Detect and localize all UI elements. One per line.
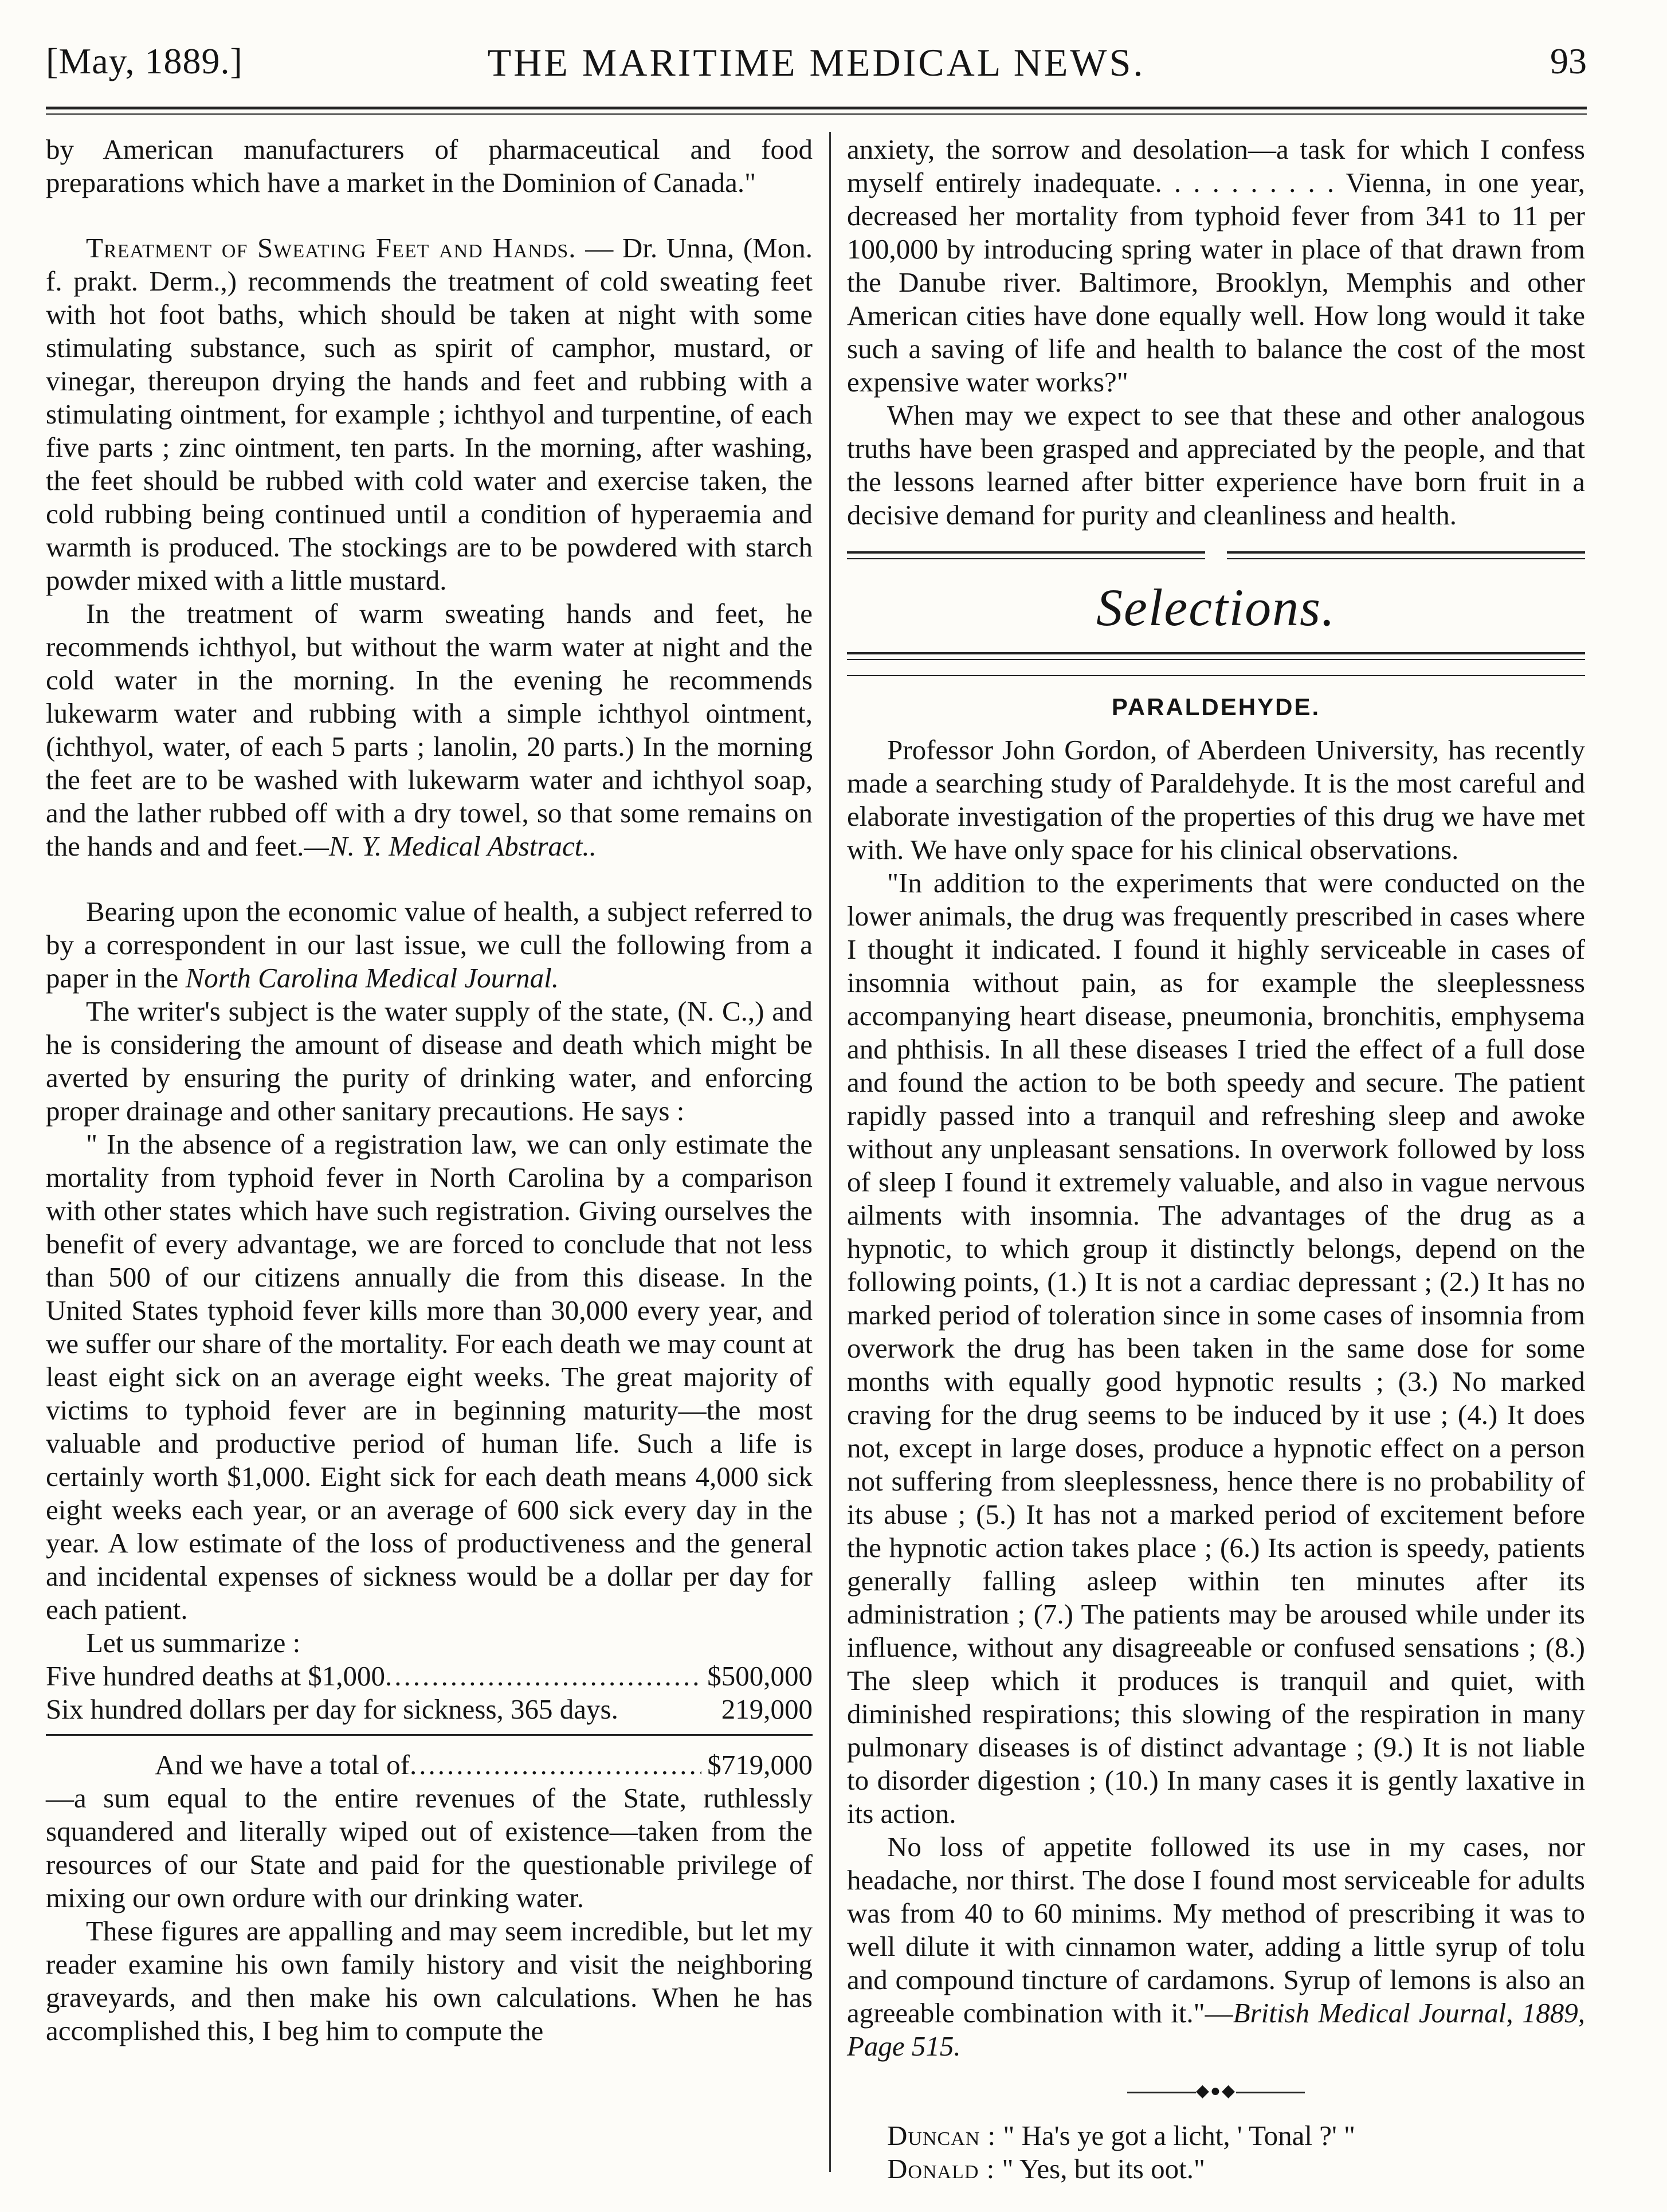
leader-dots bbox=[410, 1748, 701, 1782]
page-number: 93 bbox=[1550, 41, 1587, 81]
paraldehyde-dosage bbox=[847, 1830, 1585, 2063]
summary-deaths-amount: $500,000 bbox=[707, 1660, 813, 1692]
revenue-paragraph: —a sum equal to the entire revenues of the State, ruthlessly squandered and literally wiped out of existence—taken from the resources of our State and paid for the questionable privilege of mixing our own ordure with our drinking water. bbox=[46, 1782, 813, 1913]
summary-deaths-label: Five hundred deaths at $1,000 bbox=[46, 1660, 385, 1692]
journal-title: THE MARITIME MEDICAL NEWS. bbox=[487, 41, 1146, 84]
donald-line: " Yes, but its oot." bbox=[995, 2153, 1205, 2184]
sweating-feet-paragraph bbox=[46, 232, 813, 597]
right-column bbox=[847, 133, 1585, 2186]
summary-line-total bbox=[46, 1748, 813, 1782]
issue-date: [May, 1889.] bbox=[46, 41, 243, 81]
summarize-line: Let us summarize : bbox=[86, 1627, 301, 1658]
leader-dots bbox=[385, 1660, 701, 1693]
sweating-feet-paragraph-2 bbox=[46, 597, 813, 863]
ornament-glyph: ◆●◆ bbox=[1195, 2081, 1237, 2100]
paraldehyde-dosage-body: No loss of appetite followed its use in my cases, nor headache, nor thirst. The dose I found most serviceable for adults was from 40 to 60 minims. My method of prescribing it was to well dilute it with cinnamon water, adding a little syrup of tolu and compound tincture of cardamons. Syrup of lemons is also an agreeable combination with it."— bbox=[847, 1831, 1585, 2029]
summary-rule bbox=[46, 1734, 813, 1736]
left-column bbox=[46, 133, 813, 2048]
summary-total-label: And we have a total of bbox=[155, 1749, 410, 1780]
economic-health-journal: North Carolina Medical Journal. bbox=[185, 962, 559, 994]
ornament-divider bbox=[847, 2082, 1585, 2100]
section-divider-bottom bbox=[847, 652, 1585, 664]
typhoid-quote-paragraph: " In the absence of a registration law, we can only estimate the mortality from typhoid fever in North Carolina by a comparison with other states which have such registration. Giving ourselves the benefit of every advantage, we are forced to conclude that not less than 500 of our citizens annually die from this disease. In the United States typhoid fever kills more than 30,000 every year, and we suffer our share of the mortality. For each death we may count at least eight sick on an average eight weeks. The great majority of victims to typhoid fever are in beginning maturity—the most valuable and productive period of human life. Such a life is certainly worth $1,000. Eight sick for each death means 4,000 sick eight weeks each year, or an average of 600 sick every day in the year. A low estimate of the loss of productiveness and the general and incidental expenses of sickness would be a dollar per day for each patient. bbox=[46, 1128, 813, 1625]
sweating-feet-heading: Treatment of Sweating Feet and Hands. bbox=[86, 232, 576, 264]
section-divider-top bbox=[847, 551, 1585, 563]
header-rule-thick bbox=[46, 107, 1587, 109]
dialogue-line-duncan bbox=[847, 2119, 1585, 2152]
figures-paragraph: These figures are appalling and may seem incredible, but let my reader examine his own family history and visit the neighboring graveyards, and then make his own calculations. When he has accomplished this, I beg him to compute the bbox=[46, 1915, 813, 2046]
dialogue-line-donald bbox=[847, 2152, 1585, 2186]
summary-sickness-label: Six hundred dollars per day for sickness, 365 days. bbox=[46, 1693, 618, 1725]
article-rule bbox=[847, 675, 1585, 676]
economic-health-body: Bearing upon the economic value of health, a subject referred to by a correspondent in our last issue, we cull the following from a paper in the bbox=[46, 896, 813, 994]
summary-line-deaths bbox=[46, 1660, 813, 1693]
duncan-line: " Ha's ye got a licht, ' Tonal ?' " bbox=[996, 2120, 1356, 2151]
header-rule-thin bbox=[46, 113, 1587, 115]
lessons-paragraph: When may we expect to see that these and other analogous truths have been grasped and appreciated by the people, and that the lessons learned after bitter experience have born fruit in a decisive demand for purity and cleanliness and health. bbox=[847, 399, 1585, 531]
article-title: PARALDEHYDE. bbox=[1111, 693, 1321, 720]
sweating-feet-source: —N. Y. Medical Abstract.. bbox=[304, 830, 597, 862]
summary-total-amount: $719,000 bbox=[707, 1749, 813, 1780]
paraldehyde-observations: "In addition to the experiments that were conducted on the lower animals, the drug was frequently prescribed in cases where I thought it indicated. I found it highly serviceable in cases of insomnia without pain, as for example the sleeplessness accompanying heart disease, pneumonia, bronchitis, emphysema and phthisis. In all these diseases I tried the effect of a full dose and found the action to be both speedy and secure. The patient rapidly passed into a tranquil and refreshing sleep and awoke without any unpleasant sensations. In overwork followed by loss of sleep I found it extremely valuable, and also in vague nervous ailments with insomnia. The advantages of the drug as a hypnotic, to which group it distinctly belongs, depend on the following points, (1.) It is not a cardiac depressant ; (2.) It has no marked period of toleration since in some cases of insomnia from overwork the drug has been taken in the same dose for some months with equally good hypnotic results ; (3.) No marked craving for the drug seems to be induced by it use ; (4.) It does not, except in large doses, produce a hypnotic effect on a person not suffering from sleeplessness, hence there is no probability of its abuse ; (5.) It has not a marked period of excitement before the hypnotic action takes place ; (6.) Its action is speedy, patients generally falling asleep within ten minutes after its administration ; (7.) The patients may be aroused while under its influence, without any disagreeable or confused sensations ; (8.) The sleep which it produces is tranquil and quiet, with diminished respirations; this slowing of the respiration in many pulmonary diseases is of distinct advantage ; (9.) It is not liable to disorder digestion ; (10.) In many cases it is gently laxative in its action. bbox=[847, 867, 1585, 1829]
sweating-feet-body: — Dr. Unna, (Mon. f. prakt. Derm.,) recommends the treatment of cold sweating feet with hot foot baths, which should be taken at night with some stimulating substance, such as spirit of camphor, mustard, or vinegar, thereupon drying the hands and feet and rubbing with a stimulating ointment, for example ; ichthyol and turpentine, of each five parts ; zinc ointment, ten parts. In the morning, after washing, the feet should be rubbed with cold water and exercise taken, the cold rubbing being continued until a condition of hyperaemia and warmth is produced. The stockings are to be powdered with starch powder mixed with a little mustard. bbox=[46, 232, 813, 596]
water-supply-paragraph: The writer's subject is the water supply of the state, (N. C.,) and he is considering the amount of disease and death which might be averted by ensuring the purity of drinking water, and enforcing proper drainage and other sanitary precautions. He says : bbox=[46, 995, 813, 1127]
summary-sickness-amount: 219,000 bbox=[721, 1693, 813, 1725]
paraldehyde-source: British Medical Journal, 1889, Page 515. bbox=[847, 1997, 1585, 2062]
vienna-paragraph: anxiety, the sorrow and desolation—a task for which I confess myself entirely inadequate. . . . . . . . . . Vienna, in one year, decreased her mortality from typhoid fever from 341 to 11 per 100,000 by introducing spring water in place of that drawn from the Danube river. Baltimore, Brooklyn, Memphis and other American cities have done equally well. How long would it take such a saving of life and health to balance the cost of the most expensive water works?" bbox=[847, 134, 1585, 398]
paraldehyde-intro: Professor John Gordon, of Aberdeen University, has recently made a searching study of Paraldehyde. It is the most careful and elaborate investigation of the properties of this drug we have met with. We have only space for his clinical observations. bbox=[847, 734, 1585, 865]
summary-line-sickness bbox=[46, 1693, 813, 1726]
economic-health-paragraph bbox=[46, 895, 813, 995]
speaker-donald: Donald : bbox=[887, 2153, 995, 2184]
section-title: Selections. bbox=[1096, 578, 1336, 637]
speaker-duncan: Duncan : bbox=[887, 2120, 997, 2151]
column-divider bbox=[829, 132, 831, 2172]
sweating-feet-body-2: In the treatment of warm sweating hands and feet, he recommends ichthyol, but without the warm water at night and the cold water in the morning. In the evening he recommends lukewarm water and rubbing with a simple ichthyol ointment, (ichthyol, water, of each 5 parts ; lanolin, 20 parts.) In the morning the feet are to be washed with lukewarm water and ichthyol soap, and the lather rubbed off with a dry towel, so that some remains on the hands and and feet. bbox=[46, 598, 813, 862]
intro-paragraph: by American manufacturers of pharmaceutical and food preparations which have a market in the Dominion of Canada." bbox=[46, 134, 813, 198]
page-header bbox=[46, 40, 1587, 103]
